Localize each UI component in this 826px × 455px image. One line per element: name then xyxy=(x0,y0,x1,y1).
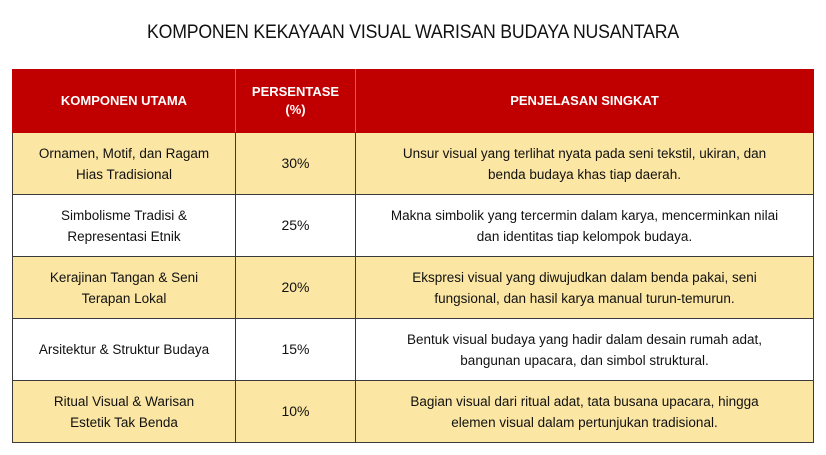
table-header-row xyxy=(13,70,814,133)
components-table xyxy=(12,69,814,443)
table-row xyxy=(13,257,814,319)
cell-persentase: 15% xyxy=(236,319,356,381)
cell-penjelasan: Unsur visual yang terlihat nyata pada seni tekstil, ukiran, dan benda budaya khas tiap daerah. xyxy=(356,133,814,195)
table-row xyxy=(13,133,814,195)
table-row xyxy=(13,381,814,443)
cell-komponen: Ritual Visual & Warisan Estetik Tak Benda xyxy=(13,381,236,443)
cell-penjelasan: Makna simbolik yang tercermin dalam karya, mencerminkan nilai dan identitas tiap kelompok budaya. xyxy=(356,195,814,257)
cell-penjelasan: Ekspresi visual yang diwujudkan dalam benda pakai, seni fungsional, dan hasil karya manual turun-temurun. xyxy=(356,257,814,319)
cell-persentase: 20% xyxy=(236,257,356,319)
table-row xyxy=(13,195,814,257)
cell-komponen: Ornamen, Motif, dan Ragam Hias Tradisional xyxy=(13,133,236,195)
cell-komponen: Arsitektur & Struktur Budaya xyxy=(13,319,236,381)
table-row xyxy=(13,319,814,381)
header-persentase: PERSENTASE (%) xyxy=(236,70,356,133)
cell-komponen: Simbolisme Tradisi & Representasi Etnik xyxy=(13,195,236,257)
header-penjelasan-singkat: PENJELASAN SINGKAT xyxy=(356,70,814,133)
page-title: KOMPONEN KEKAYAAN VISUAL WARISAN BUDAYA NUSANTARA xyxy=(147,22,679,43)
cell-persentase: 25% xyxy=(236,195,356,257)
cell-penjelasan: Bagian visual dari ritual adat, tata busana upacara, hingga elemen visual dalam pertunjukan tradisional. xyxy=(356,381,814,443)
header-komponen-utama: KOMPONEN UTAMA xyxy=(13,70,236,133)
cell-komponen: Kerajinan Tangan & Seni Terapan Lokal xyxy=(13,257,236,319)
cell-persentase: 30% xyxy=(236,133,356,195)
cell-persentase: 10% xyxy=(236,381,356,443)
cell-penjelasan: Bentuk visual budaya yang hadir dalam desain rumah adat, bangunan upacara, dan simbol struktural. xyxy=(356,319,814,381)
